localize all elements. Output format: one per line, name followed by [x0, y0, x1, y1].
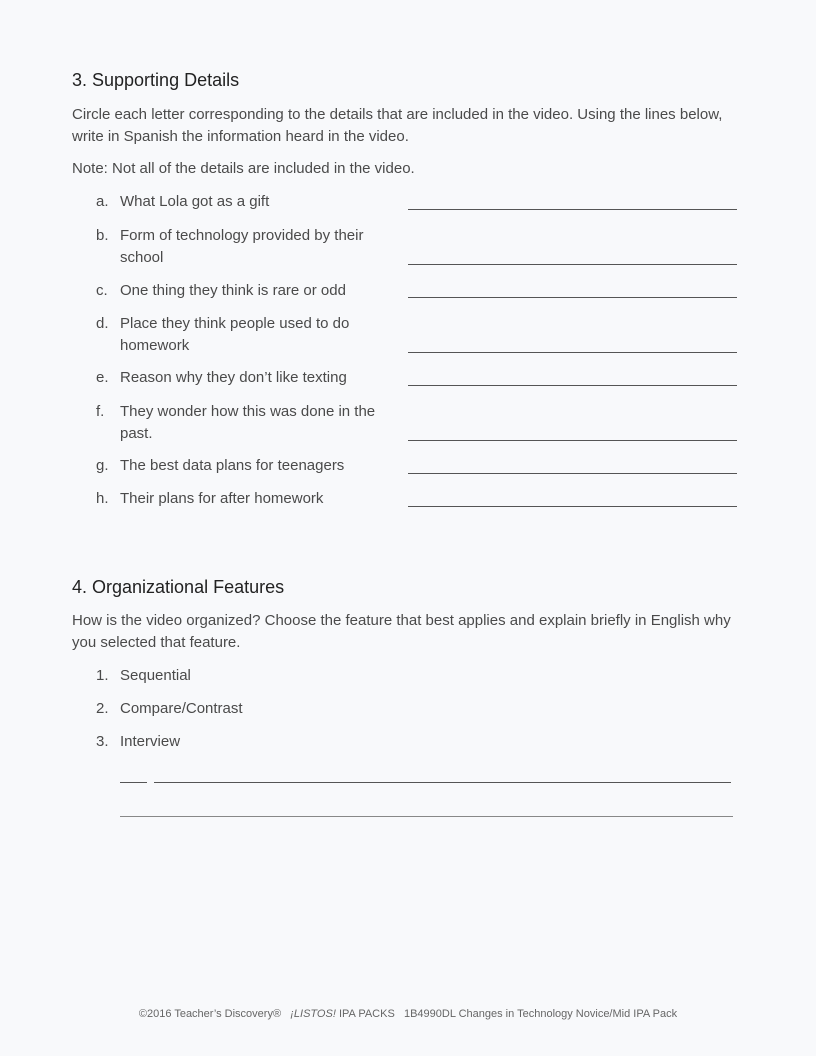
item-text: Form of technology provided by their school	[120, 227, 364, 266]
section-4-title: 4. Organizational Features	[72, 577, 285, 597]
option-text: Compare/Contrast	[120, 700, 243, 717]
item-text: Place they think people used to do homework	[120, 315, 350, 354]
item-letter[interactable]: b.	[96, 227, 109, 244]
footer-product: IPA PACKS 1B4990DL Changes in Technology Novice/Mid IPA Pack	[338, 1008, 678, 1020]
option-number: 3.	[96, 733, 109, 750]
answer-line[interactable]	[408, 473, 737, 474]
answer-line[interactable]	[408, 264, 737, 265]
explanation-line-1[interactable]	[154, 782, 731, 783]
answer-line[interactable]	[408, 385, 737, 386]
footer	[0, 1008, 816, 1020]
item-text: One thing they think is rare or odd	[120, 282, 346, 299]
answer-line[interactable]	[408, 209, 737, 210]
footer-copyright: ©2016 Teacher’s Discovery®	[138, 1008, 282, 1020]
answer-line[interactable]	[408, 352, 737, 353]
footer-series: ¡LISTOS!	[290, 1008, 336, 1020]
item-letter[interactable]: d.	[96, 315, 109, 332]
item-text: The best data plans for teenagers	[120, 457, 345, 474]
answer-line[interactable]	[408, 297, 737, 298]
item-text: What Lola got as a gift	[120, 193, 270, 210]
section-3-title: 3. Supporting Details	[72, 70, 240, 90]
section-3-instructions: Circle each letter corresponding to the details that are included in the video. Using the lines below, write in Spanish the information heard in the video.	[72, 106, 723, 145]
option-number: 2.	[96, 700, 109, 717]
explanation-line-2[interactable]	[120, 816, 733, 817]
item-letter[interactable]: f.	[96, 403, 105, 420]
item-letter[interactable]: a.	[96, 193, 109, 210]
option-text: Sequential	[120, 667, 191, 684]
item-letter[interactable]: e.	[96, 369, 109, 386]
option-text: Interview	[120, 733, 181, 750]
section-4-instructions: How is the video organized? Choose the feature that best applies and explain briefly in English why you selected that feature.	[72, 612, 731, 651]
choice-number-blank[interactable]	[120, 782, 147, 783]
option-number: 1.	[96, 667, 109, 684]
answer-line[interactable]	[408, 506, 737, 507]
item-letter[interactable]: h.	[96, 490, 109, 507]
item-text: Their plans for after homework	[120, 490, 324, 507]
item-text: They wonder how this was done in the past.	[120, 403, 376, 442]
item-letter[interactable]: g.	[96, 457, 109, 474]
answer-line[interactable]	[408, 440, 737, 441]
section-3-note: Note: Not all of the details are included in the video.	[72, 160, 415, 177]
item-text: Reason why they don’t like texting	[120, 369, 347, 386]
item-letter[interactable]: c.	[96, 282, 108, 299]
